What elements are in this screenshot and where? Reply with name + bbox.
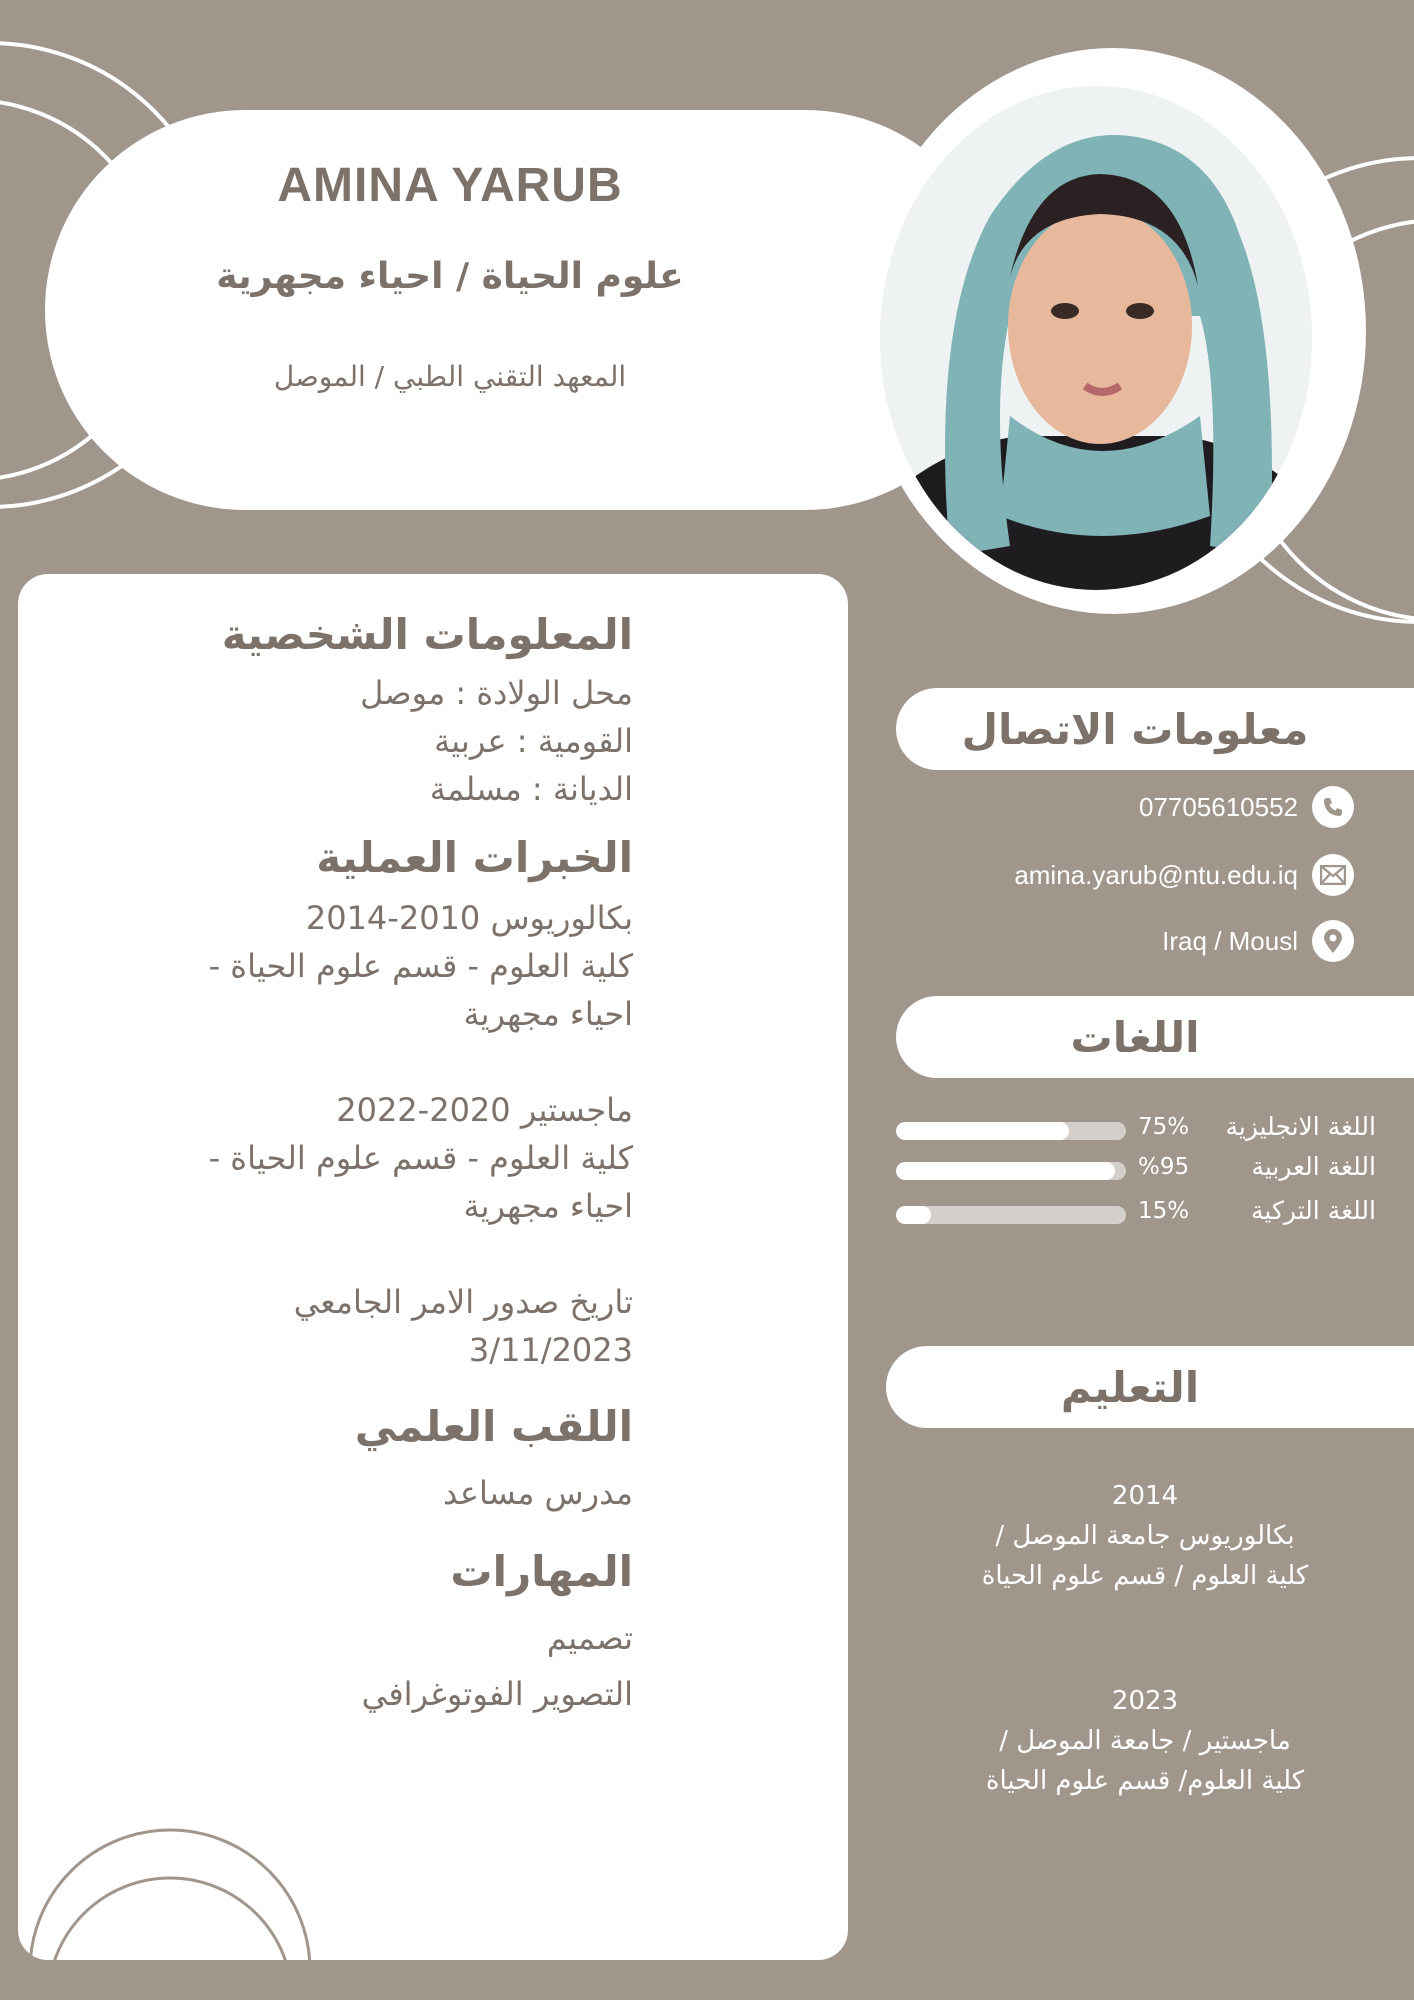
master-line-2: كلية العلوم - قسم علوم الحياة - <box>208 1139 633 1177</box>
language-bar <box>896 1122 1126 1140</box>
language-bar <box>896 1162 1126 1180</box>
education-heading: التعليم <box>886 1346 1414 1428</box>
language-row <box>896 1196 1376 1236</box>
bachelor-line-1: بكالوريوس 2010-2014 <box>305 899 633 937</box>
master-line-1: ماجستير 2020-2022 <box>336 1091 633 1129</box>
skill-item: التصوير الفوتوغرافي <box>361 1675 633 1713</box>
bachelor-line-2: كلية العلوم - قسم علوم الحياة - <box>208 947 633 985</box>
order-date: 3/11/2023 <box>468 1331 633 1369</box>
bachelor-line-3: احياء مجهرية <box>463 995 633 1033</box>
nationality: القومية : عربية <box>434 722 633 760</box>
languages-heading: اللغات <box>896 996 1414 1078</box>
education-degree: بكالوريوس جامعة الموصل / <box>995 1521 1295 1551</box>
personal-heading: المعلومات الشخصية <box>221 610 633 659</box>
card-decor-arcs <box>18 1784 338 1960</box>
card-content <box>33 610 633 1718</box>
person-name: AMINA YARUB <box>277 159 623 212</box>
main-card <box>18 574 848 1960</box>
phone-number[interactable]: 07705610552 <box>1138 791 1298 822</box>
language-bar <box>896 1206 1126 1224</box>
language-percent: 15% <box>1138 1198 1190 1224</box>
education-entry <box>900 1681 1390 1801</box>
specialization: علوم الحياة / احياء مجهرية <box>216 256 684 297</box>
education-department: كلية العلوم / قسم علوم الحياة <box>981 1561 1309 1591</box>
location-text: Iraq / Mousl <box>1162 925 1298 956</box>
education-year: 2023 <box>1111 1686 1179 1716</box>
language-row <box>896 1152 1376 1192</box>
experience-heading: الخبرات العملية <box>316 833 633 882</box>
location-pin-icon <box>1312 920 1354 962</box>
birthplace: محل الولادة : موصل <box>360 674 633 712</box>
education-department: كلية العلوم/ قسم علوم الحياة <box>985 1766 1305 1796</box>
phone-icon <box>1312 786 1354 828</box>
institute: المعهد التقني الطبي / الموصل <box>273 360 627 393</box>
title-heading: اللقب العلمي <box>354 1402 633 1451</box>
skills-heading: المهارات <box>450 1547 633 1596</box>
mail-icon <box>1312 854 1354 896</box>
education-entry <box>900 1476 1390 1596</box>
language-percent: %95 <box>1138 1154 1190 1180</box>
email-address[interactable]: amina.yarub@ntu.edu.iq <box>1014 859 1298 890</box>
language-row <box>896 1112 1376 1152</box>
education-degree: ماجستير / جامعة الموصل / <box>999 1726 1291 1756</box>
order-line-1: تاريخ صدور الامر الجامعي <box>293 1283 633 1321</box>
religion: الديانة : مسلمة <box>429 770 633 808</box>
language-bar-fill <box>896 1122 1069 1140</box>
language-bar-fill <box>896 1206 931 1224</box>
skill-item: تصميم <box>546 1619 633 1657</box>
language-label: اللغة التركية <box>1251 1196 1376 1225</box>
phone-row <box>1139 786 1354 828</box>
language-label: اللغة الانجليزية <box>1225 1112 1376 1141</box>
master-line-3: احياء مجهرية <box>463 1187 633 1225</box>
language-bar-fill <box>896 1162 1115 1180</box>
profile-photo <box>880 86 1312 590</box>
language-label: اللغة العربية <box>1251 1152 1376 1181</box>
language-percent: 75% <box>1138 1114 1190 1140</box>
location-row <box>1162 920 1354 962</box>
email-row <box>1014 854 1354 896</box>
contact-heading: معلومات الاتصال <box>896 688 1414 770</box>
academic-title: مدرس مساعد <box>443 1474 633 1512</box>
education-year: 2014 <box>1111 1481 1179 1511</box>
